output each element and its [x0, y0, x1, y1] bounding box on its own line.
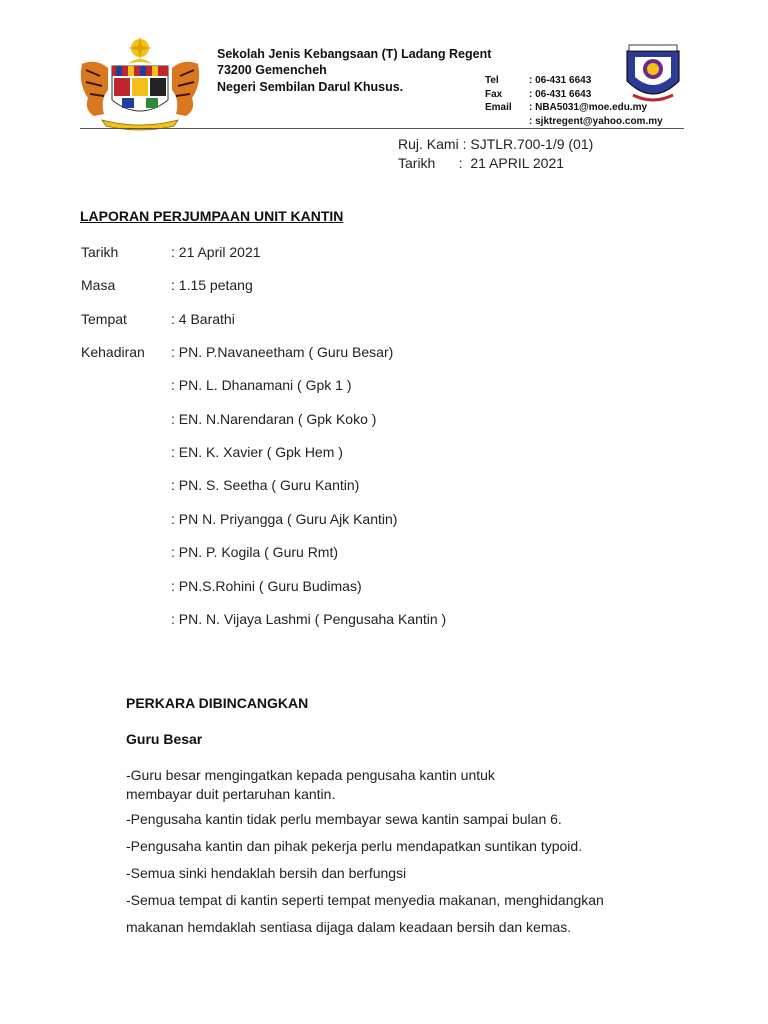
contact-value: : 06-431 6643 [529, 89, 592, 100]
attendee-item: : PN. S. Seetha ( Guru Kantin) [171, 477, 360, 493]
tarikh-label: Tarikh [81, 244, 119, 260]
report-title: LAPORAN PERJUMPAAN UNIT KANTIN [80, 208, 344, 224]
masa-label: Masa [81, 277, 116, 293]
discussion-heading: PERKARA DIBINCANGKAN [126, 695, 309, 711]
attendee-item: : PN. L. Dhanamani ( Gpk 1 ) [171, 377, 352, 393]
discussion-point: -Pengusaha kantin dan pihak pekerja perlu mendapatkan suntikan typoid. [126, 838, 583, 854]
masa-value: : 1.15 petang [171, 277, 253, 293]
attendee-item: : PN N. Priyangga ( Guru Ajk Kantin) [171, 511, 398, 527]
contact-label: Email [485, 102, 512, 113]
discussion-point: -Semua sinki hendaklah bersih dan berfungsi [126, 865, 407, 881]
contact-value: : NBA5031@moe.edu.my [529, 102, 648, 113]
school-state: Negeri Sembilan Darul Khusus. [217, 80, 404, 94]
reference-number: Ruj. Kami : SJTLR.700-1/9 (01) [398, 136, 594, 152]
contact-value: : 06-431 6643 [529, 75, 592, 86]
coat-of-arms-icon [74, 34, 206, 134]
contact-label: Fax [485, 89, 503, 100]
header-divider [80, 128, 684, 129]
attendee-item: : PN. P.Navaneetham ( Guru Besar) [171, 344, 394, 360]
discussion-point: membayar duit pertaruhan kantin. [126, 786, 336, 802]
attendee-item: : EN. K. Xavier ( Gpk Hem ) [171, 444, 343, 460]
kehadiran-label: Kehadiran [81, 344, 145, 360]
attendee-item: : PN. P. Kogila ( Guru Rmt) [171, 544, 339, 560]
tempat-value: : 4 Barathi [171, 311, 235, 327]
contact-value: : sjktregent@yahoo.com.my [529, 116, 663, 127]
discussion-subheading: Guru Besar [126, 731, 203, 747]
attendee-item: : EN. N.Narendaran ( Gpk Koko ) [171, 411, 377, 427]
discussion-point: -Pengusaha kantin tidak perlu membayar sewa kantin sampai bulan 6. [126, 811, 562, 827]
school-name: Sekolah Jenis Kebangsaan (T) Ladang Regent [217, 47, 492, 61]
tempat-label: Tempat [81, 311, 127, 327]
contact-label: Tel [485, 75, 499, 86]
attendee-item: : PN. N. Vijaya Lashmi ( Pengusaha Kantin ) [171, 611, 447, 627]
discussion-point: -Guru besar mengingatkan kepada pengusaha kantin untuk [126, 767, 495, 783]
school-badge-icon [621, 43, 685, 109]
tarikh-value: : 21 April 2021 [171, 244, 261, 260]
attendee-item: : PN.S.Rohini ( Guru Budimas) [171, 578, 362, 594]
discussion-point: makanan hemdaklah sentiasa dijaga dalam keadaan bersih dan kemas. [126, 919, 572, 935]
school-postcode: 73200 Gemencheh [217, 63, 327, 77]
discussion-point: -Semua tempat di kantin seperti tempat menyedia makanan, menghidangkan [126, 892, 604, 908]
reference-date: Tarikh : 21 APRIL 2021 [398, 155, 565, 171]
